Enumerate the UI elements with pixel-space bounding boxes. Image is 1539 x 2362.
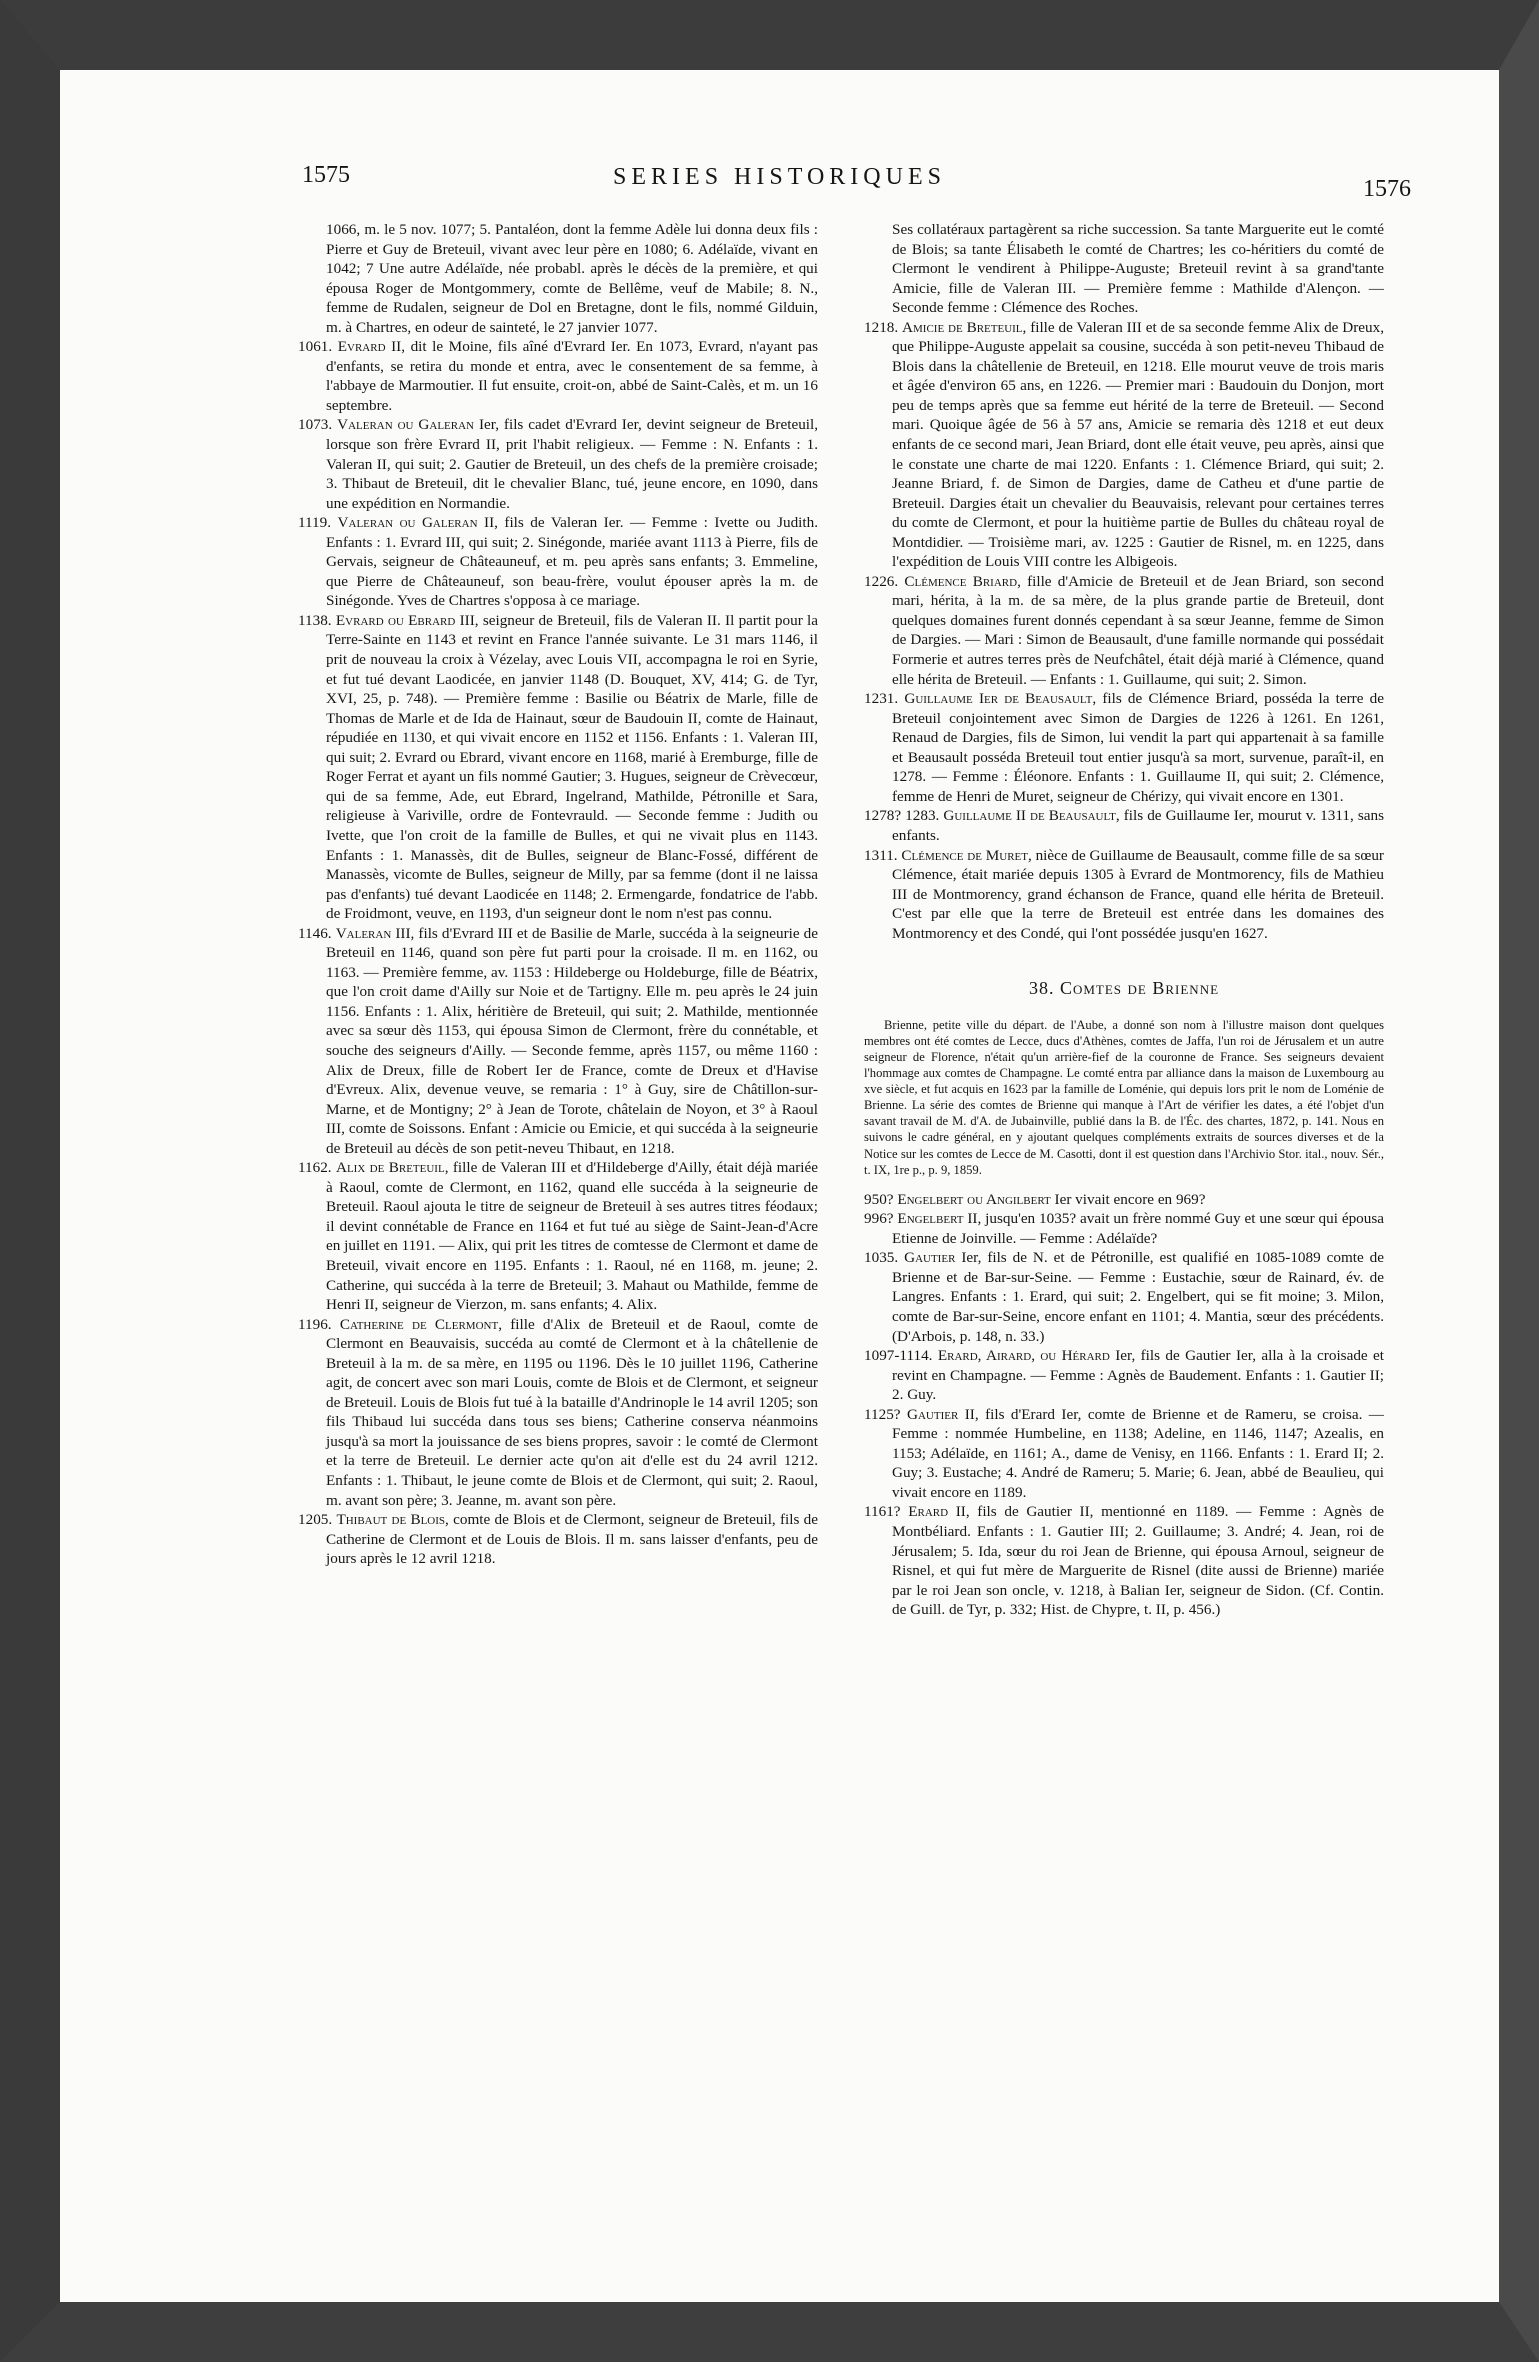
entry-text: II, fils de Valeran Ier. — Femme : Ivette ou Judith. Enfants : 1. Evrard III, qui suit; 2. Sinégonde, mariée avant 1113 à Pierre, fils de Gervais, seigneur de Châteauneuf, et m. peu après sans enfants; 3. Emmeline, que Pierre de Châteauneuf, son beau-frère, voulut épouser après la m. de Sinégonde. Yves de Chartres s'opposa à ce mariage. bbox=[326, 514, 818, 610]
entry bbox=[864, 1190, 1384, 1210]
entry-name: Engelbert ou Angilbert bbox=[897, 1190, 1051, 1208]
page-number-right: 1576 bbox=[1363, 176, 1411, 202]
entry-name: Erard, Airard, ou Hérard bbox=[937, 1347, 1110, 1365]
entry-year: 1205. bbox=[298, 1511, 333, 1529]
entry-name: Engelbert bbox=[897, 1210, 964, 1228]
page-number-left: 1575 bbox=[302, 162, 350, 188]
entry bbox=[864, 846, 1384, 944]
entry-year: 1119. bbox=[298, 514, 332, 532]
entry bbox=[864, 220, 1384, 318]
entry-name: Gautier bbox=[907, 1405, 959, 1423]
entry bbox=[298, 1510, 818, 1569]
entry-year: 1278? 1283. bbox=[864, 807, 940, 825]
entry-name: Evrard bbox=[337, 338, 386, 356]
entry-name: Clémence Briard bbox=[904, 572, 1018, 590]
entry-year: 1161? bbox=[864, 1503, 901, 1521]
entry-name: Clémence de Muret bbox=[901, 846, 1028, 864]
running-title: SERIES HISTORIQUES bbox=[613, 164, 946, 190]
entry bbox=[298, 337, 818, 415]
entry-year: 1146. bbox=[298, 924, 332, 942]
entry-year: 1073. bbox=[298, 416, 333, 434]
entry-year: 1035. bbox=[864, 1249, 899, 1267]
entry-year: 950? bbox=[864, 1190, 894, 1208]
entry-text: , fille d'Amicie de Breteuil et de Jean Briard, son second mari, hérita, à la m. de sa mère, de la plus grande partie de Breteuil, dont quelques domaines furent donnés cependant à sa sœur Jeanne, femme de Simon de Dargies. — Mari : Simon de Beausault, d'une famille normande qui possédait Formerie et autres terres près de Neufchâtel, était déjà marié à Clémence, quand elle hérita de Breteuil. — Enfants : 1. Guillaume, qui suit; 2. Simon. bbox=[892, 572, 1384, 688]
book-page bbox=[60, 70, 1499, 2302]
entry-year: 1125? bbox=[864, 1405, 901, 1423]
entry-text: 1066, m. le 5 nov. 1077; 5. Pantaléon, dont la femme Adèle lui donna deux fils : Pierre et Guy de Breteuil, vivant avec leur père en 1080; 6. Adélaïde, vivant en 1042; 7 Une autre Adélaïde, née probabl. après le décès de la première, et qui épousa Roger de Montgommery, comte de Bellême, veuf de Mabile; 8. N., femme de Rudalen, seigneur de Dol en Bretagne, dont le fils, nommé Gilduin, m. à Chartres, en odeur de sainteté, le 27 janvier 1077. bbox=[326, 221, 818, 336]
entry bbox=[864, 1405, 1384, 1503]
entry-year: 1061. bbox=[298, 338, 333, 356]
entry-text: III, seigneur de Breteuil, fils de Valeran II. Il partit pour la Terre-Sainte en 1143 et revint en France l'année suivante. Le 31 mars 1146, il prit de nouveau la croix à Vézelay, avec Louis VII, accompagna le roi en Syrie, et fut tué devant Laodicée, en janvier 1148 (D. Bouquet, XV, 414; G. de Tyr, XVI, 25, p. 748). — Première femme : Basilie ou Béatrix de Marle, fille de Thomas de Marle et de Ida de Hainaut, sœur de Baudouin II, comte de Hainaut, répudiée en 1130, et qui vivait encore en 1152 et 1156. Enfants : 1. Valeran III, qui suit; 2. Evrard ou Ebrard, vivant encore en 1168, marié à Eremburge, fille de Roger Ferrat et ayant un fils nommé Gautier; 3. Hugues, seigneur de Crèvecœur, qui de sa femme, Ade, eut Ebrard, Ingelrand, Mathilde, Pétronille et Sara, religieuse à Variville, ordre de Fontevrauld. — Seconde femme : Judith ou Ivette, que l'on croit de la famille de Bulles, et qui ne vivait plus en 1143. Enfants : 1. Manassès, dit de Bulles, seigneur de Blanc-Fossé, différent de Manassès, vicomte de Bulles, seigneur de Milly, par sa femme (dont il ne laissa pas d'enfants) tué devant Laodicée en 1148; 2. Ermengarde, fondatrice de l'abb. de Froidmont, veuve, en 1193, d'un seigneur dont le nom n'est pas connu. bbox=[326, 611, 818, 923]
entry bbox=[298, 924, 818, 1159]
right-column-top bbox=[864, 220, 1384, 943]
entry bbox=[864, 806, 1384, 845]
entry-text: Ses collatéraux partagèrent sa riche succession. Sa tante Marguerite eut le comté de Blois; sa tante Élisabeth le comté de Chartres; les co-héritiers du comté de Clermont le vendirent à Philippe-Auguste; Breteuil revint à sa grand'tante Amicie, fille de Valeran III. — Première femme : Mathilde d'Alençon. — Seconde femme : Clémence des Roches. bbox=[892, 221, 1384, 317]
entry-name: Amicie de Breteuil bbox=[902, 318, 1023, 336]
entry bbox=[864, 1346, 1384, 1405]
entry bbox=[864, 572, 1384, 689]
entry-text: , fille de Valeran III et de sa seconde femme Alix de Dreux, que Philippe-Auguste appelait sa cousine, succéda à son petit-neveu Thibaud de Blois dans la châtellenie de Breteuil, en 1218. Elle mourut veuve de trois maris et âgée d'environ 65 ans, en 1226. — Premier mari : Baudouin du Donjon, mort peu de temps après que sa femme eut hérité de la terre de Breteuil. — Second mari. Quoique âgée de 56 à 57 ans, Amicie se remaria dès 1218 et eut deux enfants de ce second mari, Jean Briard, dont elle était veuve, peu après, ainsi que le constate une charte de mai 1220. Enfants : 1. Clémence Briard, qui suit; 2. Jeanne Briard, f. de Simon de Dargies, dame de Catheu et d'une partie de Breteuil. Dargies était un chevalier du Beauvaisis, relevant pour certaines terres du comte de Clermont, et pour la huitième partie de Bulles du château royal de Montdidier. — Troisième mari, av. 1225 : Gautier de Risnel, m. en 1225, dans l'expédition de Louis VIII contre les Albigeois. bbox=[892, 318, 1384, 571]
entry-year: 1162. bbox=[298, 1159, 332, 1177]
entry-text: II, fils de Gautier II, mentionné en 1189. — Femme : Agnès de Montbéliard. Enfants : 1. Gautier III; 2. Guillaume; 3. André; 4. Jean, roi de Jérusalem; 5. Ida, sœur du roi Jean de Brienne, qui épousa Arnoul, seigneur de Risnel, et qui fut mère de Marguerite de Risnel (dite aussi de Brienne) mariée par le roi Jean son oncle, v. 1218, à Balian Ier, seigneur de Sidon. (Cf. Contin. de Guill. de Tyr, p. 332; Hist. de Chypre, t. II, p. 456.) bbox=[892, 1503, 1384, 1619]
left-column bbox=[298, 220, 818, 2180]
entry-text: , fils de Guillaume Ier, mourut v. 1311, sans enfants. bbox=[892, 807, 1384, 844]
entry-year: 1231. bbox=[864, 690, 899, 708]
section-title: 38. Comtes de Brienne bbox=[1028, 978, 1220, 999]
entry-name: Evrard ou Ebrard bbox=[335, 611, 456, 629]
entry-text: , fille d'Alix de Breteuil et de Raoul, comte de Clermont en Beauvaisis, succéda au comté de Clermont et à la châtellenie de Breteuil à la m. de sa mère, en 1195 ou 1196. Dès le 10 juillet 1196, Catherine agit, de concert avec son mari Louis, comte de Blois et de Clermont, et seigneur de Breteuil. Louis de Blois fut tué à la bataille d'Andrinople le 14 avril 1205; son fils Thibaud lui succéda dans tous ses biens; Catherine conserva néanmoins jusqu'à sa mort la jouissance de ses biens propres, savoir : le comté de Clermont et la terre de Breteuil. Le dernier acte qu'on ait d'elle est du 24 avril 1212. Enfants : 1. Thibaut, le jeune comte de Blois et de Clermont, qui suit; 2. Raoul, m. avant son père; 3. Jeanne, m. avant son père. bbox=[326, 1315, 818, 1509]
page-header bbox=[60, 70, 1499, 200]
entry-year: 996? bbox=[864, 1210, 894, 1228]
entry-year: 1196. bbox=[298, 1315, 332, 1333]
entry-text: II, jusqu'en 1035? avait un frère nommé Guy et une sœur qui épousa Etienne de Joinville. — Femme : Adélaïde? bbox=[892, 1210, 1384, 1247]
entry-name: Gautier bbox=[904, 1249, 956, 1267]
entry-year: 1218. bbox=[864, 318, 899, 336]
entry bbox=[298, 415, 818, 513]
entry-name: Valeran bbox=[335, 924, 392, 942]
entry bbox=[298, 611, 818, 924]
entry bbox=[864, 689, 1384, 806]
entry-text: , nièce de Guillaume de Beausault, comme fille de sa sœur Clémence, était mariée depuis 1305 à Evrard de Montmorency, fils de Mathieu III de Montmorency, grand échanson de France, quand elle hérita de Breteuil. C'est par elle que la terre de Breteuil est entrée dans les domaines des Montmorency et des Condé, qui l'ont possédée jusqu'en 1627. bbox=[892, 846, 1384, 942]
entry-text: Ier, fils de N. et de Pétronille, est qualifié en 1085-1089 comte de Brienne et de Bar-sur-Seine. — Femme : Eustachie, sœur de Rainard, év. de Langres. Enfants : 1. Erard, qui suit; 2. Engelbert, qui se fit moine; 3. Milon, comte de Bar-sur-Seine, encore enfant en 1101; 4. Mantia, sœur des précédents. (D'Arbois, p. 148, n. 33.) bbox=[892, 1249, 1384, 1345]
entry-text: Ier, fils cadet d'Evrard Ier, devint seigneur de Breteuil, lorsque son frère Evrard II, prit l'habit religieux. — Femme : N. Enfants : 1. Valeran II, qui suit; 2. Gautier de Breteuil, un des chefs de la première croisade; 3. Thibaut de Breteuil, dit le chevalier Blanc, tué, jeune encore, en 1090, dans une expédition en Normandie. bbox=[326, 416, 818, 512]
entry-text: II, fils d'Erard Ier, comte de Brienne et de Rameru, se croisa. — Femme : nommée Humbeline, en 1138; Adeline, en 1146, 1147; Azealis, en 1153; Adélaïde, en 1161; A., dame de Venisy, en 1166. Enfants : 1. Erard II; 2. Guy; 3. Eustache; 4. André de Rameru; 5. Marie; 6. Jean, abbé de Beaulieu, qui vivait encore en 1189. bbox=[892, 1405, 1384, 1501]
entry-name: Catherine de Clermont bbox=[339, 1315, 499, 1333]
entry-name: Guillaume Ier de Beausault bbox=[904, 690, 1093, 708]
entry-text: , comte de Blois et de Clermont, seigneur de Breteuil, fils de Catherine de Clermont et de Louis de Blois. Il m. sans laisser d'enfants, peu de jours après le 12 avril 1218. bbox=[326, 1511, 818, 1568]
entry-name: Guillaume II de Beausault bbox=[943, 807, 1116, 825]
entry-name: Alix de Breteuil bbox=[336, 1159, 445, 1177]
entry-text: III, fils d'Evrard III et de Basilie de Marle, succéda à la seigneurie de Breteuil en 1146, quand son père fut parti pour la croisade. Il m. en 1162, ou 1163. — Première femme, av. 1153 : Hildeberge ou Holdeburge, fille de Béatrix, que l'on croit dame d'Ailly sur Noie et de Tartigny. Elle m. peu après le 24 juin 1156. Enfants : 1. Alix, héritière de Breteuil, qui suit; 2. Mathilde, mentionnée avec sa sœur dès 1153, qui épousa Simon de Clermont, frère du connétable, et souche des seigneurs d'Ailly. — Seconde femme, après 1157, ou même 1160 : Alix de Dreux, fille de Robert Ier de France, comte de Dreux et d'Havise d'Evreux. Alix, devenue veuve, se remaria : 1° à Guy, sire de Châtillon-sur-Marne, et de Montigny; 2° à Jean de Torote, châtelain de Noyon, et 3° à Raoul III, comte de Soissons. Enfant : Amicie ou Emicie, et qui succéda à la seigneurie de Breteuil au décès de son petit-neveu Thibaut, en 1218. bbox=[326, 924, 818, 1157]
entry-name: Valeran ou Galeran bbox=[337, 514, 478, 532]
entry-text: II, dit le Moine, fils aîné d'Evrard Ier. En 1073, Evrard, n'ayant pas d'enfants, se retira du monde et entra, avec le consentement de sa femme, à l'abbaye de Marmoutier. Il fut ensuite, croit-on, abbé de Saint-Calès, et m. un 16 septembre. bbox=[326, 338, 818, 414]
entry-year: 1311. bbox=[864, 846, 898, 864]
entry-text: , fille de Valeran III et d'Hildeberge d'Ailly, était déjà mariée à Raoul, comte de Clermont, en 1162, quand elle succéda à la seigneurie de Breteuil. Raoul ajouta le titre de seigneur de Breteuil à ses autres titres féodaux; il devint connétable de France en 1164 et fut tué au siège de Saint-Jean-d'Acre en juillet en 1191. — Alix, qui prit les titres de comtesse de Clermont et dame de Breteuil, vivait encore en 1195. Enfants : 1. Raoul, né en 1168, m. jeune; 2. Catherine, qui succéda à la terre de Breteuil; 3. Mahaut ou Mathilde, femme de Henri II, seigneur de Vierzon, m. sans enfants; 4. Alix. bbox=[326, 1159, 818, 1314]
entry bbox=[864, 1502, 1384, 1619]
right-column-bottom bbox=[864, 1190, 1384, 1620]
entry bbox=[864, 1248, 1384, 1346]
entry bbox=[298, 513, 818, 611]
entry-year: 1097-1114. bbox=[864, 1347, 933, 1365]
entry-year: 1138. bbox=[298, 611, 332, 629]
entry bbox=[864, 318, 1384, 572]
entry-name: Thibaut de Blois bbox=[336, 1511, 446, 1529]
entry-name: Valeran ou Galeran bbox=[337, 416, 475, 434]
entry bbox=[298, 1158, 818, 1314]
entry-text: Ier, fils de Gautier Ier, alla à la croisade et revint en Champagne. — Femme : Agnès de Baudement. Enfants : 1. Gautier II; 2. Guy. bbox=[892, 1347, 1384, 1404]
entry bbox=[298, 1315, 818, 1510]
entry-year: 1226. bbox=[864, 572, 899, 590]
entry-text: , fils de Clémence Briard, posséda la terre de Breteuil conjointement avec Simon de Dargies de 1226 à 1261. En 1261, Renaud de Dargies, fils de Simon, lui vendit la part qui appartenait à sa famille et Beausault posséda Breteuil tout entier jusqu'à sa mort, survenue, paraît-il, en 1278. — Femme : Éléonore. Enfants : 1. Guillaume II, qui suit; 2. Clémence, femme de Henri de Muret, seigneur de Chérizy, qui vivait encore en 1301. bbox=[892, 690, 1384, 805]
entry-name: Erard bbox=[908, 1503, 949, 1521]
entry bbox=[298, 220, 818, 337]
entry bbox=[864, 1209, 1384, 1248]
right-column bbox=[864, 220, 1384, 2180]
section-intro: Brienne, petite ville du départ. de l'Aube, a donné son nom à l'illustre maison dont quelques membres ont été comtes de Lecce, ducs d'Athènes, comtes de Jaffa, l'un roi de Jérusalem et un autre seigneur de Florence, n'était qu'un arrière-fief de la couronne de France. Ses seigneurs devaient l'hommage aux comtes de Champagne. Le comté entra par alliance dans la maison de Luxembourg au xve siècle, et fut acquis en 1623 par la famille de Loménie, qui depuis lors prit le nom de Loménie de Brienne. La série des comtes de Brienne qui manque à l'Art de vérifier les dates, a été l'objet d'un savant travail de M. d'A. de Jubainville, publié dans la B. de l'Éc. des chartes, 1872, p. 141. Nous en suivons le cadre général, en y ajoutant quelques compléments extraits de sources diverses et de la Notice sur les comtes de Lecce de M. Casotti, dont il est question dans l'Archivio Stor. ital., nouv. Sér., t. IX, 1re p., p. 9, 1859. bbox=[864, 1017, 1384, 1177]
entry-text: Ier vivait encore en 969? bbox=[1054, 1190, 1206, 1208]
